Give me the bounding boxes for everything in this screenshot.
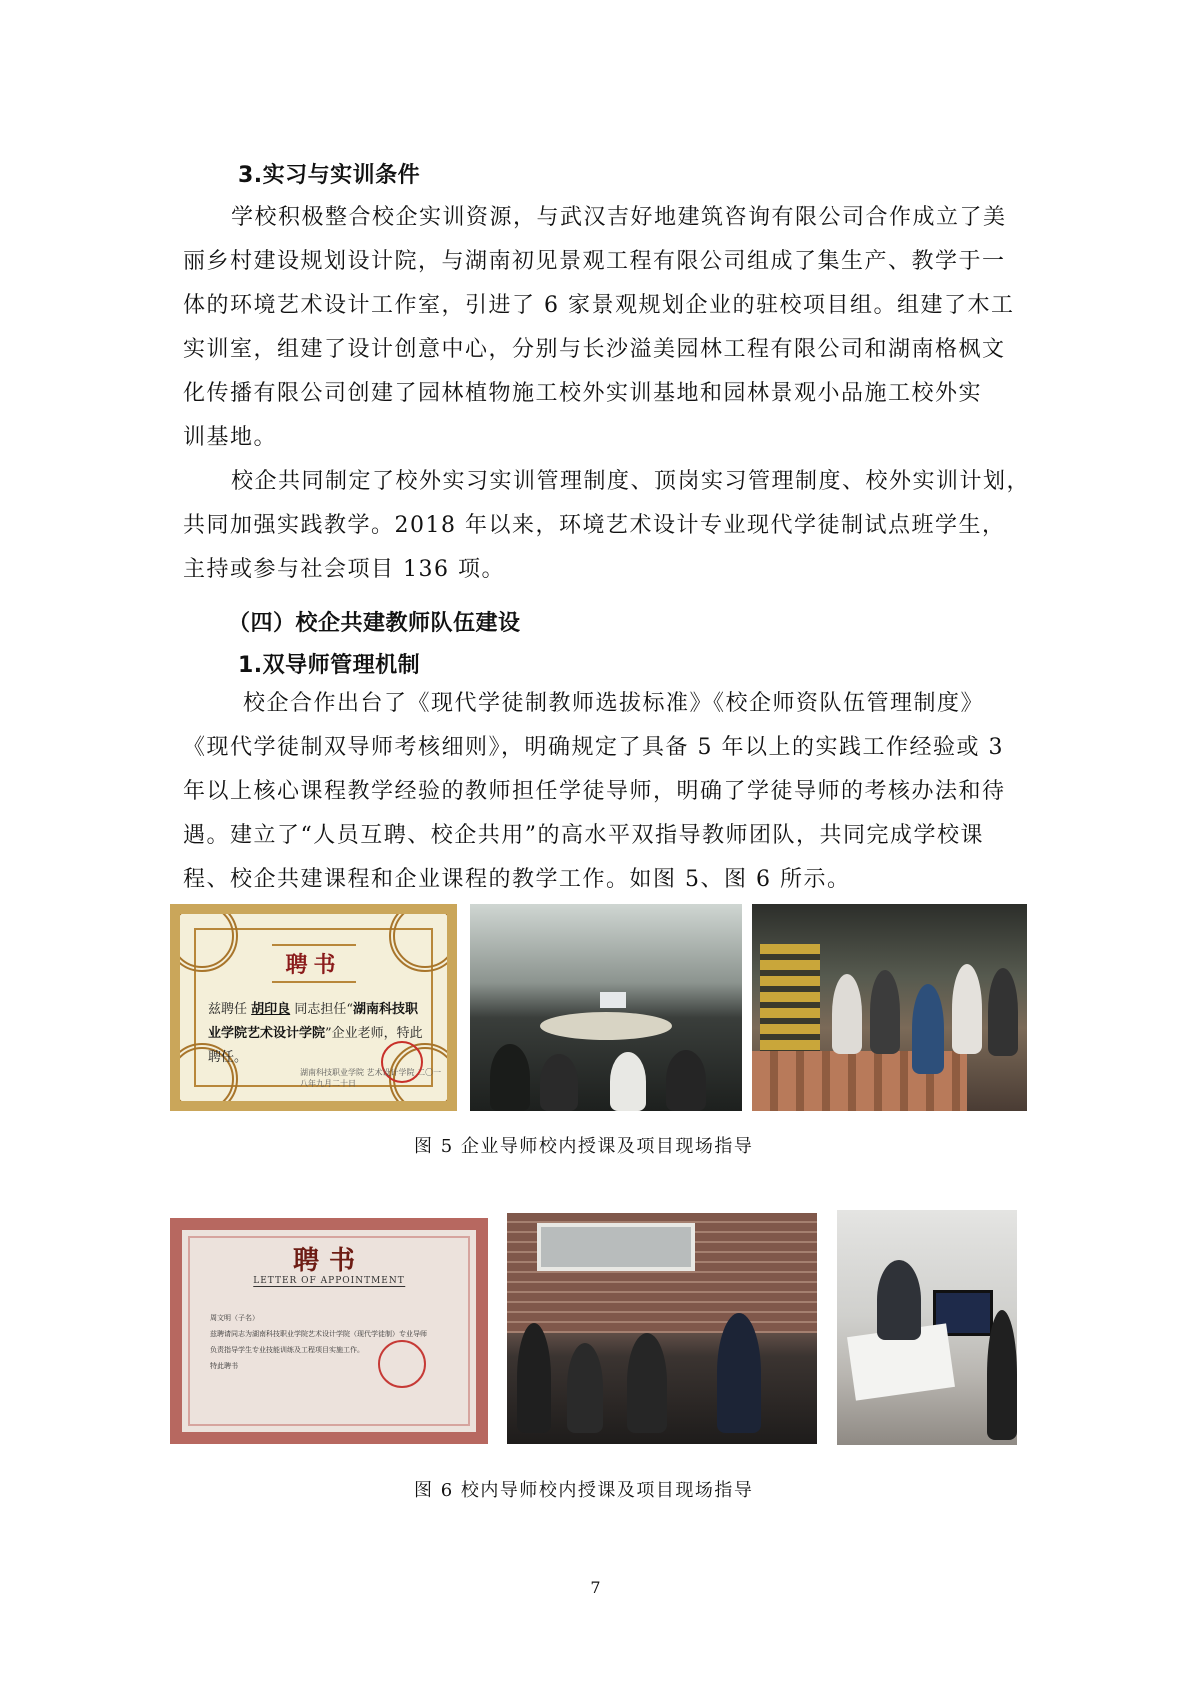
paragraph-line: 校企合作出台了《现代学徒制教师选拔标准》《校企师资队伍管理制度》 <box>243 691 985 716</box>
workshop-shelf <box>760 944 820 1054</box>
paragraph-line: 体的环境艺术设计工作室，引进了 6 家景观规划企业的驻校项目组。组建了木工 <box>183 293 1015 318</box>
certificate-text: ”企业老师，特此聘任。 <box>208 1026 423 1065</box>
certificate-text: 兹聘任 <box>208 1002 248 1017</box>
student-person <box>627 1333 667 1433</box>
section-heading-practice: 3.实习与实训条件 <box>238 163 421 188</box>
conference-table <box>540 1012 672 1040</box>
ornament-icon <box>389 904 457 972</box>
certificate-org: 湖南科技职 <box>352 1002 418 1017</box>
paragraph-line: 共同加强实践教学。2018 年以来，环境艺术设计专业现代学徒制试点班学生， <box>183 513 1006 538</box>
student-person <box>988 968 1018 1056</box>
certificate-photo-enterprise-mentor <box>170 904 457 1111</box>
certificate-text: 兹聘请同志为湖南科技职业学院艺术设计学院（现代学徒制）专业导师 <box>210 1330 427 1338</box>
certificate-title: 聘书 <box>292 1246 366 1276</box>
subsection-heading-dual-mentor: 1.双导师管理机制 <box>238 653 421 678</box>
paragraph-line: 遇。建立了“人员互聘、校企共用”的高水平双指导教师团队，共同完成学校课 <box>183 823 984 848</box>
certificate-footer: 湖南科技职业学院 艺术设计学院 二〇一八年九月二十日 <box>300 1068 442 1088</box>
paragraph-line: 校企共同制定了校外实习实训管理制度、顶岗实习管理制度、校外实训计划， <box>231 469 1031 494</box>
photo-desk-guidance <box>837 1210 1017 1445</box>
audience-person <box>490 1044 530 1111</box>
audience-person <box>540 1054 578 1111</box>
certificate-subtitle: LETTER OF APPOINTMENT <box>253 1276 405 1286</box>
figure-5-caption: 图 5 企业导师校内授课及项目现场指导 <box>414 1136 754 1157</box>
section-heading-teacher-team: （四）校企共建教师队伍建设 <box>228 611 521 636</box>
mentor-person <box>877 1260 921 1340</box>
paragraph-practice-management <box>183 460 1031 592</box>
student-person <box>870 970 900 1054</box>
paragraph-line: 丽乡村建设规划设计院，与湖南初见景观工程有限公司组成了集生产、教学于一 <box>183 249 1006 274</box>
page-number: 7 <box>590 1578 601 1597</box>
paragraph-line: 程、校企共建课程和企业课程的教学工作。如图 5、图 6 所示。 <box>183 867 851 892</box>
audience-person <box>610 1052 646 1111</box>
student-person <box>517 1323 551 1433</box>
paragraph-line: 学校积极整合校企实训资源，与武汉吉好地建筑咨询有限公司合作成立了美 <box>231 205 1007 230</box>
paragraph-line: 年以上核心课程教学经验的教师担任学徒导师，明确了学徒导师的考核办法和待 <box>183 779 1006 804</box>
photo-outdoor-discussion <box>507 1213 817 1444</box>
certificate-name: 胡印良 <box>251 1002 291 1017</box>
paragraph-line: 《现代学徒制双导师考核细则》，明确规定了具备 5 年以上的实践工作经验或 3 <box>183 735 1004 760</box>
paragraph-practice-conditions <box>183 196 1018 460</box>
certificate-text: 同志担任“ <box>294 1002 353 1017</box>
mentor-person <box>717 1313 761 1433</box>
mentor-person <box>912 984 944 1074</box>
paragraph-dual-mentor <box>183 682 1018 902</box>
certificate-title: 聘书 <box>271 944 355 983</box>
certificate-text: 特此聘书 <box>210 1362 238 1370</box>
paragraph-line: 训基地。 <box>183 425 278 450</box>
paragraph-line: 实训室，组建了设计创意中心，分别与长沙溢美园林工程有限公司和湖南格枫文 <box>183 337 1006 362</box>
audience-person <box>666 1050 706 1111</box>
paragraph-line: 化传播有限公司创建了园林植物施工校外实训基地和园林景观小品施工校外实 <box>183 381 983 406</box>
seal-icon <box>378 1340 426 1388</box>
certificate-org: 业学院艺术设计学院 <box>208 1026 326 1041</box>
student-person <box>952 964 982 1054</box>
student-person <box>987 1310 1017 1440</box>
window <box>537 1223 695 1271</box>
photo-workshop-guidance <box>752 904 1027 1111</box>
student-person <box>567 1343 603 1433</box>
certificate-name-line: 周文明（子名） <box>210 1314 259 1322</box>
student-person <box>832 974 862 1054</box>
photo-classroom-lecture <box>470 904 742 1111</box>
paragraph-line: 主持或参与社会项目 136 项。 <box>183 557 505 582</box>
figure-6-caption: 图 6 校内导师校内授课及项目现场指导 <box>414 1480 754 1501</box>
projector-screen <box>600 992 626 1008</box>
certificate-photo-school-mentor <box>170 1218 488 1444</box>
certificate-text: 负责指导学生专业技能训练及工程项目实施工作。 <box>210 1346 364 1354</box>
